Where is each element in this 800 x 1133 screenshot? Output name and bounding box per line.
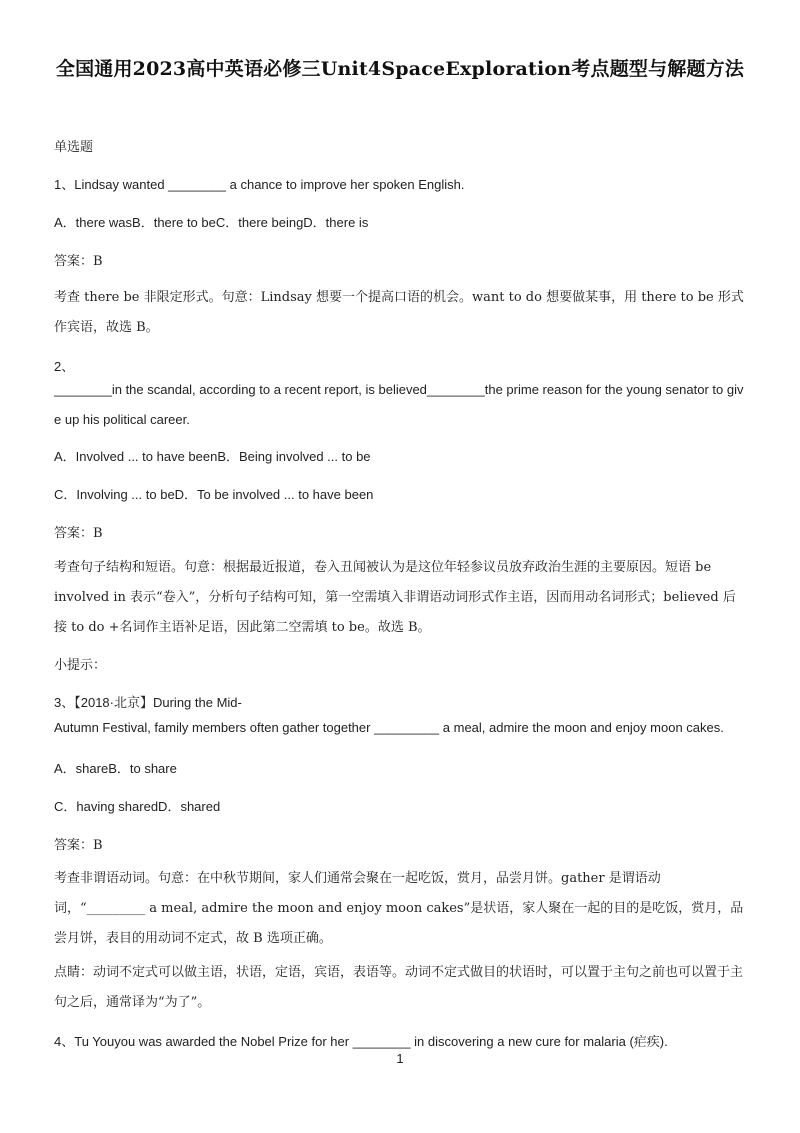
question-2-answer: 答案：B [54, 526, 103, 541]
page-number: 1 [396, 1051, 404, 1066]
question-1-stem: 1、Lindsay wanted ________ a chance to improve her spoken English. [54, 177, 465, 192]
question-3-stem-line1: 3、【2018·北京】During the Mid- [54, 695, 242, 710]
section-heading: 单选题 [54, 140, 94, 155]
question-2-options-cd: C．Involving ... to beD．To be involved ... to have been [54, 487, 374, 502]
question-4-stem: 4、Tu Youyou was awarded the Nobel Prize for her ________ in discovering a new cure for malaria (疟疾). [54, 1034, 668, 1049]
question-3-options-cd: C．having sharedD．shared [54, 799, 221, 814]
question-2-explanation: 考查句子结构和短语。句意：根据最近报道，卷入丑闻被认为是这位年轻参议员放弃政治生涯的主要原因。短语 be involved in 表示“卷入”，分析句子结构可知，第一空需填入非谓语动词形式作主语，因而用动名词形式；believed 后接 to do +名词作主语补足语，因此第二空需填 to be。故选 B。 [54, 560, 736, 635]
question-3-stem-line2: Autumn Festival, family members often gather together _________ a meal, admire the moon and enjoy moon cakes. [54, 720, 724, 735]
question-1-explanation: 考查 there be 非限定形式。句意：Lindsay 想要一个提高口语的机会。want to do 想要做某事，用 there to be 形式作宾语，故选 B。 [54, 290, 744, 335]
question-3-options-ab: A．shareB．to share [54, 761, 177, 776]
question-3-explanation: 考查非谓语动词。句意：在中秋节期间，家人们通常会聚在一起吃饭，赏月，品尝月饼。gather 是谓语动词，“_________ a meal, admire the moon and enjoy moon cakes”是状语，家人聚在一起的目的是吃饭，赏月，品尝月饼，表目的用动词不定式，故 B 选项正确。 [54, 871, 744, 946]
question-2-options-ab: A．Involved ... to have beenB．Being involved ... to be [54, 449, 371, 464]
question-1-options: A．there wasB．there to beC．there beingD．there is [54, 215, 369, 230]
question-3-note: 点睛：动词不定式可以做主语，状语，定语，宾语，表语等。动词不定式做目的状语时，可以置于主句之前也可以置于主句之后，通常译为“为了”。 [54, 965, 744, 1010]
question-2-stem: ________in the scandal, according to a recent report, is believed________the prime reason for the young senator to give up his political career. [54, 382, 744, 427]
question-3-answer: 答案：B [54, 838, 103, 853]
document-title: 全国通用2023高中英语必修三Unit4SpaceExploration考点题型与解题方法 [55, 58, 745, 80]
question-2-number: 2、 [54, 359, 75, 374]
question-1-answer: 答案：B [54, 254, 103, 269]
question-2-tip: 小提示： [54, 658, 107, 673]
